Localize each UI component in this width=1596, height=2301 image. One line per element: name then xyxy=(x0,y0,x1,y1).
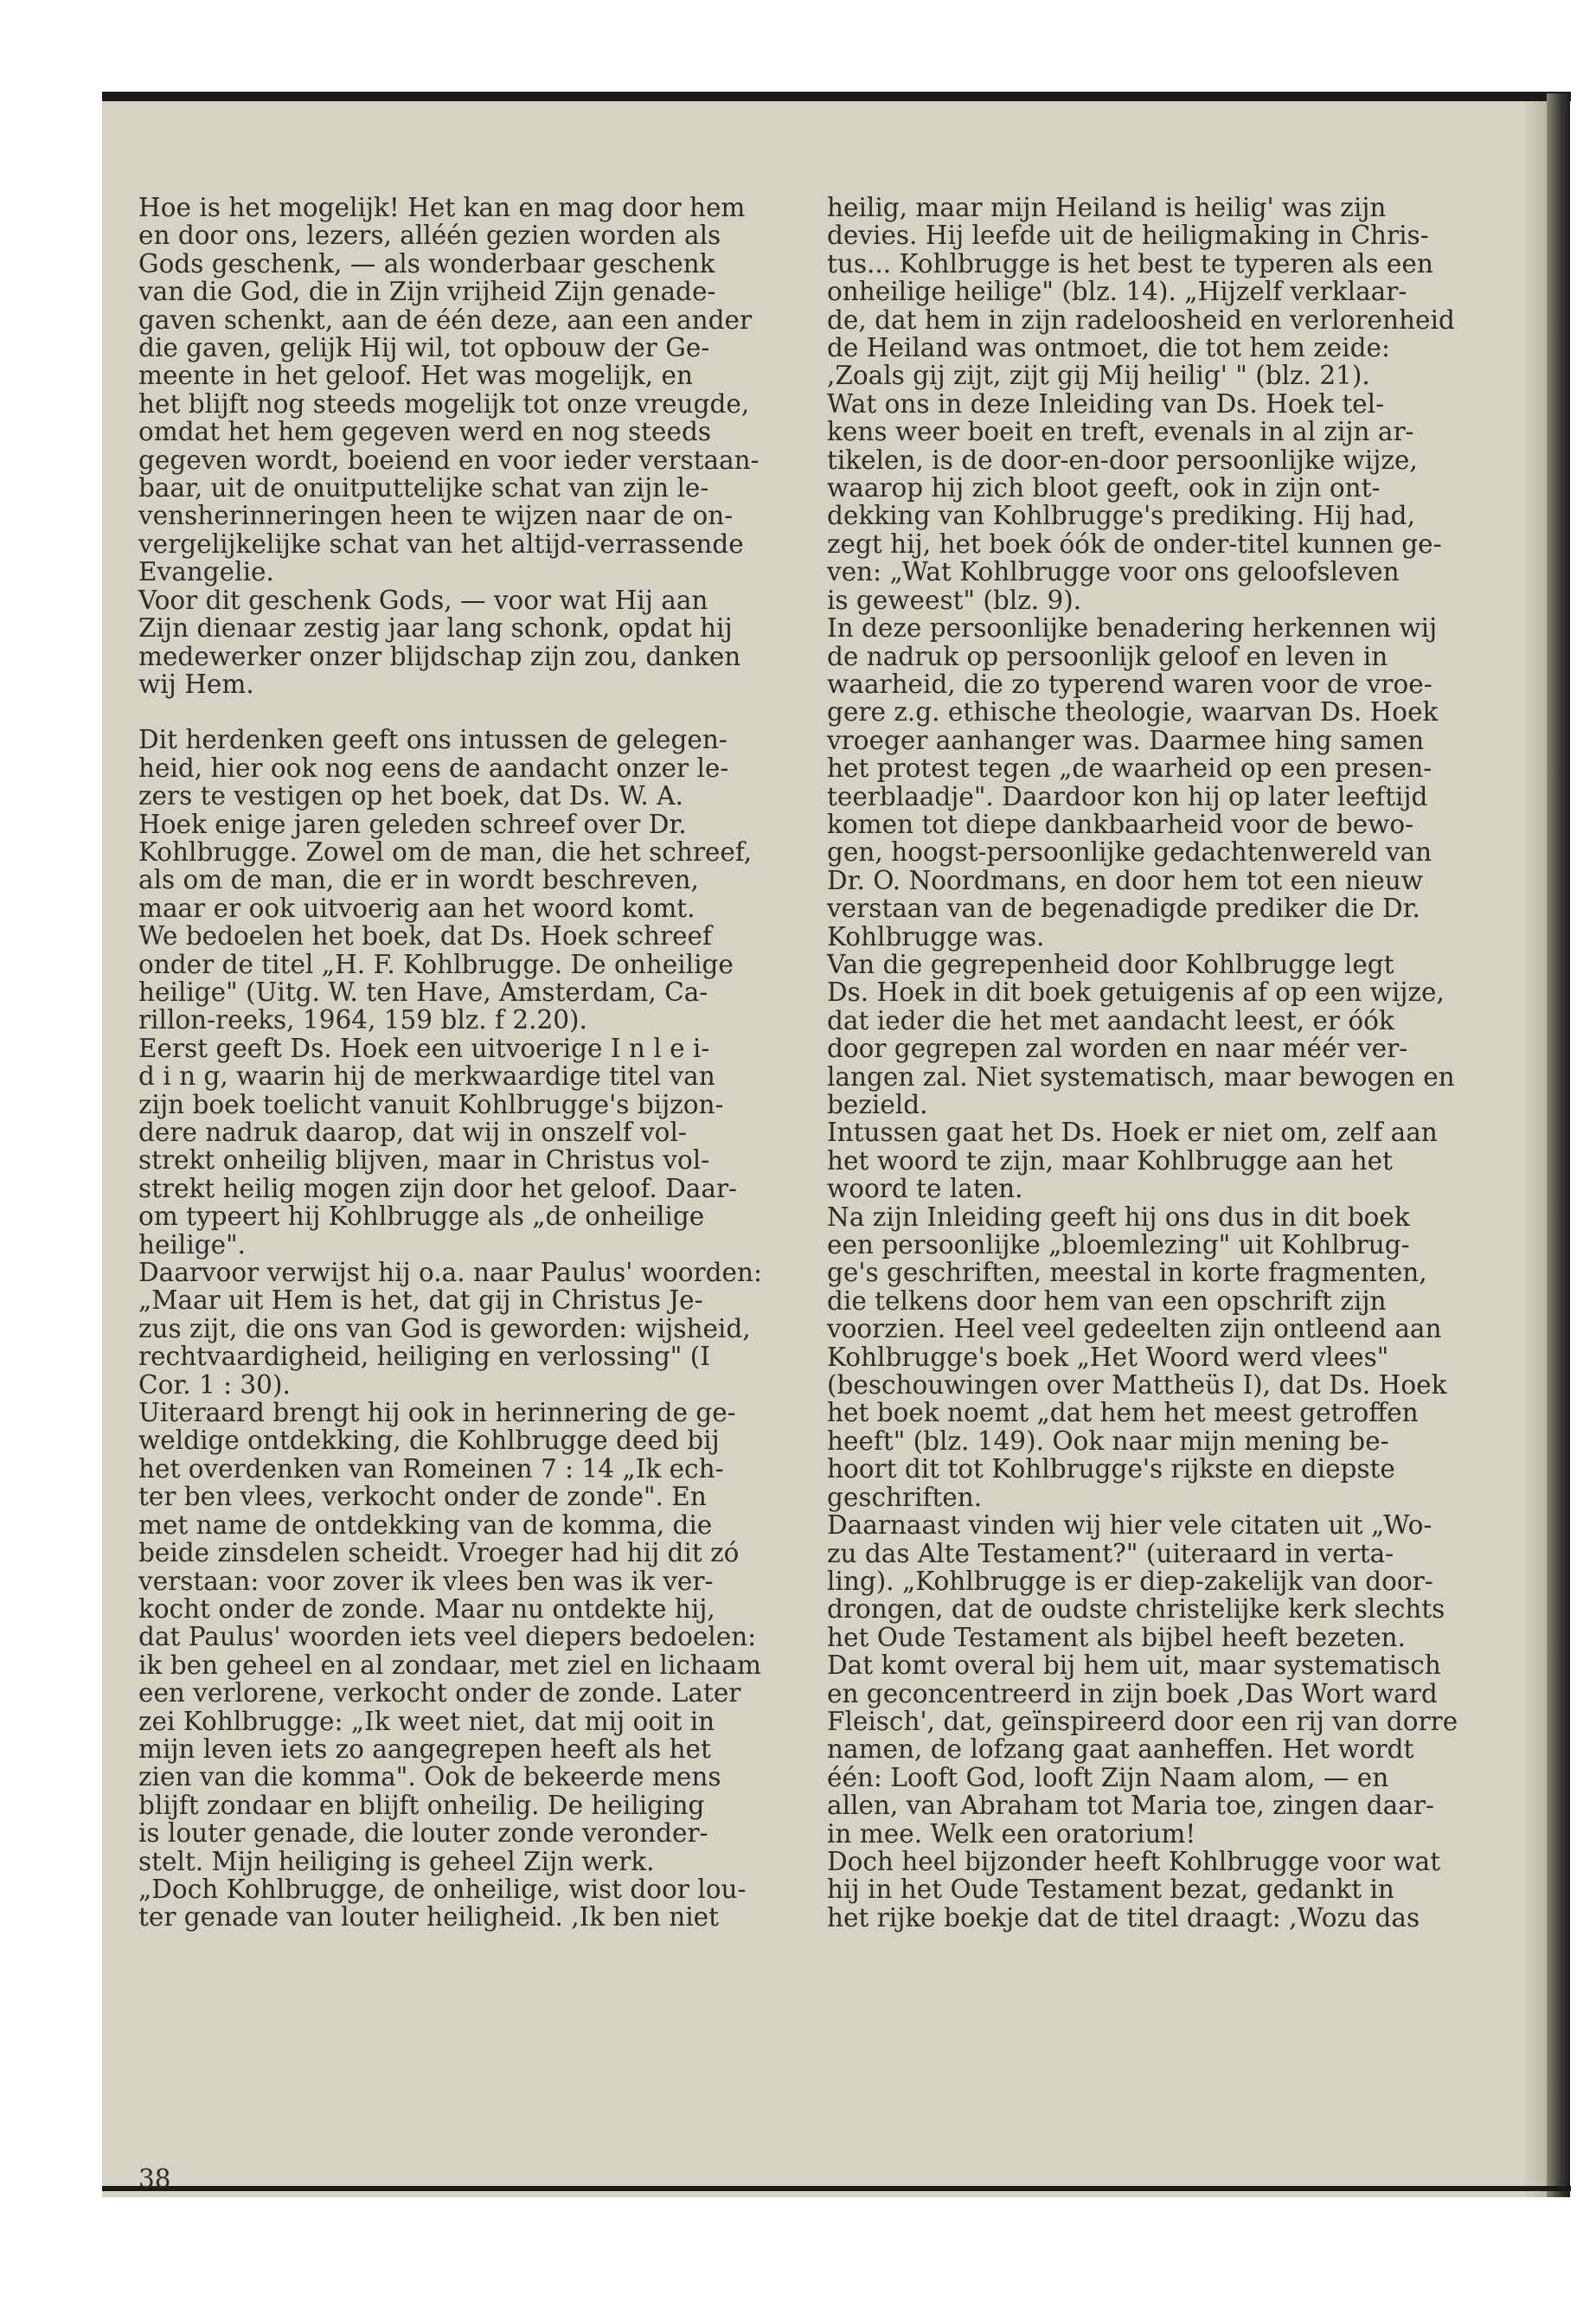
text-line: door gegrepen zal worden en naar méér ver- xyxy=(827,1034,1408,1064)
text-line: drongen, dat de oudste christelijke kerk slechts xyxy=(827,1594,1445,1625)
text-line: hoort dit tot Kohlbrugge's rijkste en diepste xyxy=(827,1454,1395,1484)
text-line: gen, hoogst-persoonlijke gedachtenwereld van xyxy=(827,837,1433,868)
text-line: Na zijn Inleiding geeft hij ons dus in dit boek xyxy=(827,1202,1410,1232)
text-line: In deze persoonlijke benadering herkennen wij xyxy=(827,613,1438,644)
text-line: Kohlbrugge was. xyxy=(827,921,1045,952)
text-line: zien van die komma". Ook de bekeerde mens xyxy=(138,1762,721,1792)
text-line: een persoonlijke „bloemlezing" uit Kohlbrug- xyxy=(827,1230,1410,1260)
text-line: komen tot diepe dankbaarheid voor de bewo- xyxy=(827,809,1414,839)
text-line: Ds. Hoek in dit boek getuigenis af op een wijze, xyxy=(827,977,1445,1008)
text-line: namen, de lofzang gaat aanheffen. Het wordt xyxy=(827,1734,1414,1765)
text-line: heilig, maar mijn Heiland is heilig' was zijn xyxy=(827,193,1387,222)
text-line: waarop hij zich bloot geeft, ook in zijn ont- xyxy=(827,473,1381,503)
text-line: die gaven, gelijk Hij wil, tot opbouw der Ge- xyxy=(138,333,710,363)
text-line: Hoe is het mogelijk! Het kan en mag door hem xyxy=(138,193,746,222)
text-line: Dr. O. Noordmans, en door hem tot een nieuw xyxy=(827,865,1424,895)
text-line: die telkens door hem van een opschrift zijn xyxy=(827,1285,1387,1316)
text-line: de, dat hem in zijn radeloosheid en verlorenheid xyxy=(827,304,1455,335)
text-line: rechtvaardigheid, heiliging en verlossing" (I xyxy=(138,1342,710,1372)
text-line: Uiteraard brengt hij ook in herinnering de ge- xyxy=(138,1398,736,1428)
text-line: als om de man, die er in wordt beschreven, xyxy=(138,865,699,895)
text-line: bezield. xyxy=(827,1090,928,1119)
text-line: wij Hem. xyxy=(138,669,254,699)
text-line: zei Kohlbrugge: „Ik weet niet, dat mij ooit in xyxy=(138,1706,715,1736)
text-line: het boek noemt „dat hem het meest getroffen xyxy=(827,1398,1419,1428)
text-line: één: Looft God, looft Zijn Naam alom, — en xyxy=(827,1762,1389,1792)
text-line: mijn leven iets zo aangegrepen heeft als het xyxy=(138,1734,711,1764)
left-text-column xyxy=(138,194,785,1932)
text-line: dekking van Kohlbrugge's prediking. Hij had, xyxy=(827,501,1415,531)
text-line: vroeger aanhanger was. Daarmee hing samen xyxy=(827,725,1425,755)
text-line: dat ieder die het met aandacht leest, er óók xyxy=(827,1005,1394,1035)
text-line: het rijke boekje dat de titel draagt: ,Wozu das xyxy=(827,1902,1420,1932)
text-line: Voor dit geschenk Gods, — voor wat Hij aan xyxy=(138,585,708,615)
text-line: vensherinneringen heen te wijzen naar de on- xyxy=(138,501,734,531)
page-edge xyxy=(1522,101,1548,2197)
scan-top-border xyxy=(102,92,1571,101)
text-line: Kohlbrugge. Zowel om de man, die het schreef, xyxy=(138,836,753,867)
text-line: stelt. Mijn heiliging is geheel Zijn werk. xyxy=(138,1846,655,1876)
text-line: Daarnaast vinden wij hier vele citaten uit „Wo- xyxy=(827,1510,1433,1541)
text-line: medewerker onzer blijdschap zijn zou, danken xyxy=(138,641,741,671)
text-line: heid, hier ook nog eens de aandacht onzer le- xyxy=(138,753,729,783)
text-line: het woord te zijn, maar Kohlbrugge aan het xyxy=(827,1145,1393,1176)
text-line: Doch heel bijzonder heeft Kohlbrugge voor wat xyxy=(827,1846,1441,1876)
text-line: gegeven wordt, boeiend en voor ieder verstaan- xyxy=(138,445,760,475)
text-line: woord te laten. xyxy=(827,1174,1023,1204)
text-line: is geweest" (blz. 9). xyxy=(827,585,1082,615)
text-line: rillon-reeks, 1964, 159 blz. f 2.20). xyxy=(138,1005,587,1035)
scan-bottom-border xyxy=(102,2186,1571,2191)
text-line: „Maar uit Hem is het, dat gij in Christus Je- xyxy=(138,1285,703,1316)
text-line: en door ons, lezers, alléén gezien worden als xyxy=(138,221,721,251)
text-line: verstaan: voor zover ik vlees ben was ik ver- xyxy=(138,1566,714,1596)
text-line: zus zijt, die ons van God is geworden: wijsheid, xyxy=(138,1313,751,1343)
text-line: baar, uit de onuitputtelijke schat van zijn le- xyxy=(138,473,709,503)
text-line: geschriften. xyxy=(827,1482,983,1512)
text-line: We bedoelen het boek, dat Ds. Hoek schreef xyxy=(138,921,712,952)
text-line: gaven schenkt, aan de één deze, aan een ander xyxy=(138,304,753,335)
text-line: onder de titel „H. F. Kohlbrugge. De onheilige xyxy=(138,949,734,979)
text-line: ik ben geheel en al zondaar, met ziel en lichaam xyxy=(138,1650,761,1680)
text-line: Gods geschenk, — als wonderbaar geschenk xyxy=(138,248,715,279)
text-line: het Oude Testament als bijbel heeft bezeten. xyxy=(827,1622,1406,1652)
text-line: het protest tegen „de waarheid op een presen- xyxy=(827,753,1433,784)
text-line: zegt hij, het boek óók de onder-titel kunnen ge- xyxy=(827,529,1442,559)
text-line: Dat komt overal bij hem uit, maar systematisch xyxy=(827,1650,1441,1681)
text-line: zu das Alte Testament?" (uiteraard in verta- xyxy=(827,1538,1394,1568)
text-line: gere z.g. ethische theologie, waarvan Ds. Hoek xyxy=(827,697,1439,727)
text-line: ge's geschriften, meestal in korte fragmenten, xyxy=(827,1258,1427,1288)
text-line: de Heiland was ontmoet, die tot hem zeide: xyxy=(827,333,1390,363)
text-line: Intussen gaat het Ds. Hoek er niet om, zelf aan xyxy=(827,1118,1438,1148)
text-line: heilige". xyxy=(138,1229,247,1259)
text-line: zers te vestigen op het boek, dat Ds. W. A. xyxy=(138,781,683,811)
text-line: Evangelie. xyxy=(138,557,274,587)
text-line: meente in het geloof. Het was mogelijk, en xyxy=(138,361,693,391)
scan-right-border xyxy=(1547,93,1570,2197)
text-line: Hoek enige jaren geleden schreef over Dr. xyxy=(138,809,687,839)
text-line: dat Paulus' woorden iets veel diepers bedoelen: xyxy=(138,1622,757,1652)
text-line: verstaan van de begenadigde prediker die Dr. xyxy=(827,894,1420,924)
text-line: zijn boek toelicht vanuit Kohlbrugge's bijzon- xyxy=(138,1089,724,1119)
text-line: tus... Kohlbrugge is het best te typeren als een xyxy=(827,248,1433,279)
text-line: teerblaadje". Daardoor kon hij op later leeftijd xyxy=(827,781,1428,811)
text-line: de nadruk op persoonlijk geloof en leven in xyxy=(827,641,1388,671)
text-line: kens weer boeit en treft, evenals in al zijn ar- xyxy=(827,417,1414,447)
text-line: het blijft nog steeds mogelijk tot onze vreugde, xyxy=(138,388,750,419)
text-line: met name de ontdekking van de komma, die xyxy=(138,1509,713,1540)
text-line: (beschouwingen over Mattheüs I), dat Ds. Hoek xyxy=(827,1370,1447,1400)
text-line: in mee. Welk een oratorium! xyxy=(827,1818,1196,1849)
text-line: strekt heilig mogen zijn door het geloof. Daar- xyxy=(138,1173,738,1203)
text-line: hij in het Oude Testament bezat, gedankt in xyxy=(827,1875,1394,1905)
text-line: Daarvoor verwijst hij o.a. naar Paulus' woorden: xyxy=(138,1258,762,1288)
text-line: ven: „Wat Kohlbrugge voor ons geloofsleven xyxy=(827,557,1400,587)
text-line: heilige" (Uitg. W. ten Have, Amsterdam, Ca- xyxy=(138,977,708,1007)
text-line: omdat het hem gegeven werd en nog steeds xyxy=(138,417,711,447)
text-line: allen, van Abraham tot Maria toe, zingen daar- xyxy=(827,1791,1434,1821)
text-line: weldige ontdekking, die Kohlbrugge deed bij xyxy=(138,1426,720,1456)
text-line: ,Zoals gij zijt, zijt gij Mij heilig' " (blz. 21). xyxy=(827,361,1370,391)
text-line: Fleisch', dat, geïnspireerd door een rij van dorre xyxy=(827,1706,1458,1736)
text-line: voorzien. Heel veel gedeelten zijn ontleend aan xyxy=(827,1314,1442,1344)
text-line: Cor. 1 : 30). xyxy=(138,1369,291,1400)
text-line: Van die gegrepenheid door Kohlbrugge legt xyxy=(827,949,1394,979)
text-line: en geconcentreerd in zijn boek ,Das Wort ward xyxy=(827,1678,1438,1708)
text-line: d i n g, waarin hij de merkwaardige titel van xyxy=(138,1061,715,1092)
text-line: ling). „Kohlbrugge is er diep-zakelijk van door- xyxy=(827,1566,1433,1596)
text-line: blijft zondaar en blijft onheilig. De heiliging xyxy=(138,1790,705,1820)
text-line: devies. Hij leefde uit de heiligmaking in Chris- xyxy=(827,221,1429,251)
page-number: 38 xyxy=(138,2164,171,2194)
text-line: dere nadruk daarop, dat wij in onszelf vol- xyxy=(138,1118,687,1147)
text-line: is louter genade, die louter zonde veronder- xyxy=(138,1818,708,1849)
text-line: Eerst geeft Ds. Hoek een uitvoerige I n l e i- xyxy=(138,1033,710,1063)
text-line: tikelen, is de door-en-door persoonlijke wijze, xyxy=(827,445,1418,475)
text-line: „Doch Kohlbrugge, de onheilige, wist door lou- xyxy=(138,1874,747,1904)
text-line: Kohlbrugge's boek „Het Woord werd vlees" xyxy=(827,1342,1389,1372)
text-line: heeft" (blz. 149). Ook naar mijn mening be- xyxy=(827,1426,1389,1456)
text-line: Wat ons in deze Inleiding van Ds. Hoek tel- xyxy=(827,388,1385,419)
text-line: onheilige heilige" (blz. 14). „Hijzelf verklaar- xyxy=(827,277,1407,307)
text-line: langen zal. Niet systematisch, maar bewogen en xyxy=(827,1061,1455,1092)
text-line: een verlorene, verkocht onder de zonde. Later xyxy=(138,1678,741,1708)
right-text-column xyxy=(827,194,1477,1932)
text-line: ter ben vlees, verkocht onder de zonde". En xyxy=(138,1482,707,1512)
text-line: vergelijkelijke schat van het altijd-verrassende xyxy=(138,529,744,559)
text-line: Dit herdenken geeft ons intussen de gelegen- xyxy=(138,725,727,755)
text-line: maar er ook uitvoerig aan het woord komt. xyxy=(138,893,695,923)
text-line: kocht onder de zonde. Maar nu ontdekte hij, xyxy=(138,1593,715,1624)
text-line: waarheid, die zo typerend waren voor de vroe- xyxy=(827,669,1433,699)
text-line: Zijn dienaar zestig jaar lang schonk, opdat hij xyxy=(138,613,733,644)
text-line: het overdenken van Romeinen 7 : 14 „Ik ech- xyxy=(138,1453,724,1484)
text-line: van die God, die in Zijn vrijheid Zijn genade- xyxy=(138,277,716,307)
text-line: ter genade van louter heiligheid. ,Ik ben niet xyxy=(138,1902,719,1932)
text-line: om typeert hij Kohlbrugge als „de onheilige xyxy=(138,1202,705,1232)
text-line: beide zinsdelen scheidt. Vroeger had hij dit zó xyxy=(138,1538,740,1568)
text-line: strekt onheilig blijven, maar in Christus vol- xyxy=(138,1145,710,1176)
